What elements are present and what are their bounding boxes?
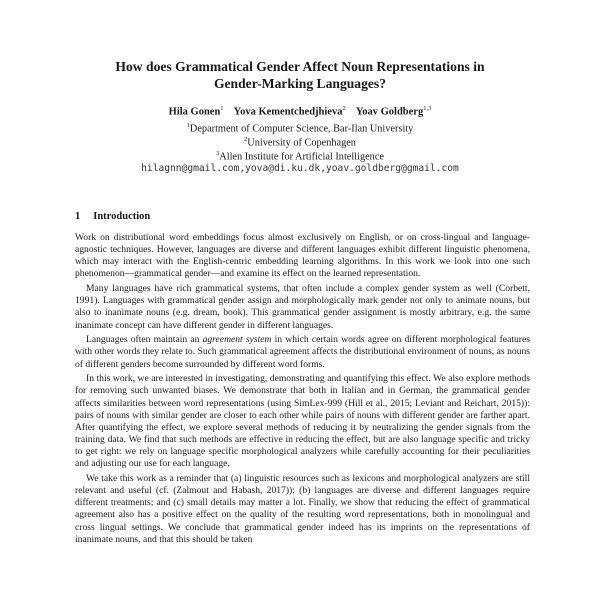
paragraph bbox=[75, 334, 530, 370]
title-line-2: Gender-Marking Languages? bbox=[213, 76, 387, 91]
affiliation bbox=[60, 147, 540, 163]
section-title: Introduction bbox=[93, 211, 151, 222]
affiliation-mark: 3 bbox=[216, 150, 220, 157]
paper-title bbox=[60, 58, 540, 92]
author-list bbox=[60, 102, 540, 120]
author-name: Yova Kementchedjhieva bbox=[233, 106, 343, 118]
emphasis-term: agreement system bbox=[202, 334, 272, 346]
title-line-1: How does Grammatical Gender Affect Noun Representations in bbox=[115, 59, 485, 74]
author-affil-mark: 1,3 bbox=[423, 105, 432, 112]
paragraph-text: Languages often maintain an bbox=[86, 334, 203, 346]
section-heading bbox=[75, 211, 150, 222]
paragraph-text: in which certain words agree on different morphological features with other words they relate to. Such grammatical agreement affects the distributional environment of nouns, as nouns of different genders become surrounded by different word forms. bbox=[75, 334, 530, 370]
affiliation-text: University of Copenhagen bbox=[247, 137, 356, 149]
paragraph: Work on distributional word embeddings focus almost exclusively on English, or on cross-lingual and language-agnostic techniques. However, languages are diverse and different languages exhibit different linguistic phenomena, which may interact with the English-centric embedding learning algorithms. In this work we look into one such phenomenon—grammatical gender—and examine its effect on the learned representation. bbox=[75, 232, 530, 280]
paragraph: We take this work as a reminder that (a) linguistic resources such as lexicons and morphological analyzers are still relevant and useful (cf. (Zalmout and Habash, 2017)); (b) languages are diverse and different languages require different treatments; and (c) small details may matter a lot. Finally, we show that reducing the effect of grammatical agreement also has a positive effect on the quality of the resulting word representations, both in monolingual and cross lingual settings. We conclude that grammatical gender indeed has its imprints on the representations of inanimate nouns, and that this should be taken bbox=[75, 472, 530, 545]
body-text bbox=[75, 232, 530, 548]
affiliation-text: Allen Institute for Artificial Intelligence bbox=[219, 151, 384, 163]
author-affil-mark: 1 bbox=[220, 105, 224, 112]
affiliation-mark: 2 bbox=[244, 136, 248, 143]
author-emails: hilagnn@gmail.com,yova@di.ku.dk,yoav.goldberg@gmail.com bbox=[141, 163, 459, 174]
section-number: 1 bbox=[75, 211, 81, 222]
paragraph: In this work, we are interested in investigating, demonstrating and quantifying this effect. We also explore methods for removing such unwanted biases. We demonstrate that both in Italian and in German, the grammatical gender affects similarities between word representations (using SimLex-999 (Hill et al., 2015; Leviant and Reichart, 2015)): pairs of nouns with similar gender are closer to each other while pairs of nouns with different gender are farther apart. After quantifying the effect, we explore several methods of reducing it by neutralizing the gender signals from the training data. We find that such methods are effective in reducing the effect, but are also language specific and tricky to get right: we rely on language specific morphological analyzers while carefully accounting for their peculiarities and adjusting our use for each language. bbox=[75, 373, 530, 470]
affiliation-text: Department of Computer Science, Bar-Ilan University bbox=[189, 123, 414, 135]
paragraph: Many languages have rich grammatical systems, that often include a complex gender system as well (Corbett, 1991). Languages with grammatical gender assign and morphologically mark gender not only to animate nouns, but also to inanimate nouns (e.g. dream, book). This grammatical gender assignment is mostly arbitrary, e.g. the same inanimate concept can have different gender in different languages. bbox=[75, 283, 530, 331]
author-name: Yoav Goldberg bbox=[355, 106, 424, 118]
affiliation-mark: 1 bbox=[186, 122, 190, 129]
author-affil-mark: 2 bbox=[342, 105, 346, 112]
author-name: Hila Gonen bbox=[168, 106, 221, 118]
